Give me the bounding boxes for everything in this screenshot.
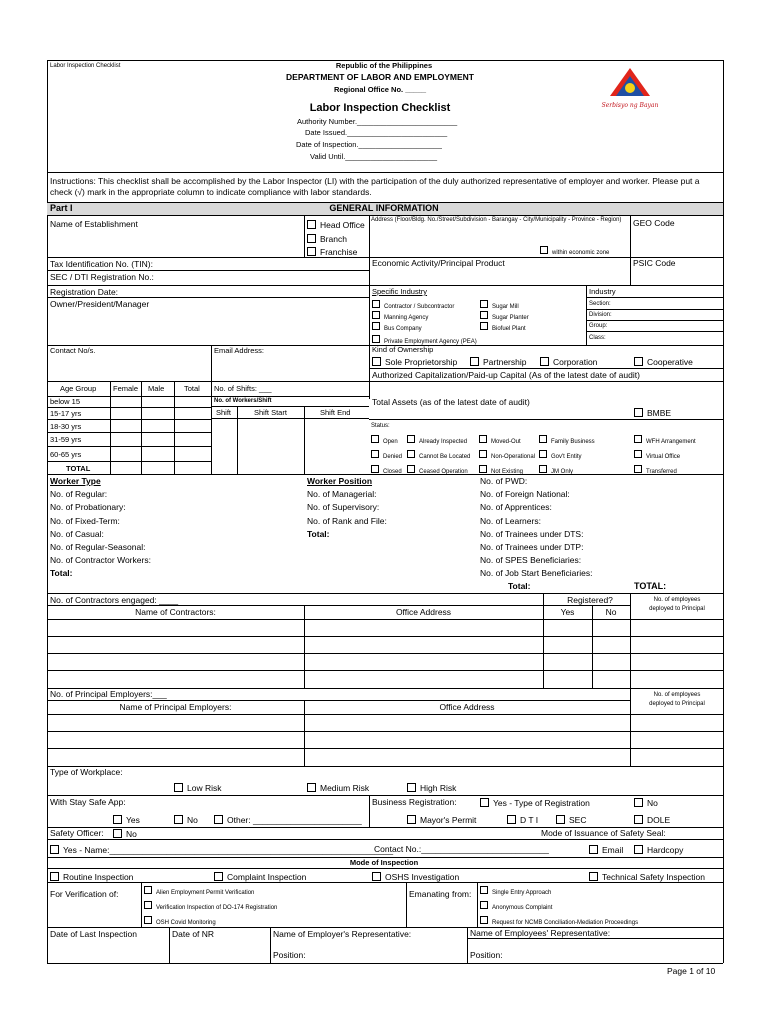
technical-safety-option[interactable]: Technical Safety Inspection: [589, 872, 705, 882]
status-govt-entity[interactable]: Gov't Entity: [539, 450, 582, 460]
complaint-inspection-option[interactable]: Complaint Inspection: [214, 872, 306, 882]
principal-name-header: Name of Principal Employers:: [119, 702, 232, 712]
female-header: Female: [113, 384, 139, 393]
principal-count: No. of Principal Employers:___: [50, 689, 167, 699]
regular-seasonal-field: No. of Regular-Seasonal:: [50, 542, 146, 552]
establishment-name-label: Name of Establishment: [50, 219, 138, 229]
age-row-3: 31-59 yrs: [50, 435, 82, 444]
casual-field: No. of Casual:: [50, 529, 104, 539]
dts-field: No. of Trainees under DTS:: [480, 529, 584, 539]
registration-date-label: Registration Date:: [50, 287, 119, 297]
status-denied[interactable]: Denied: [371, 450, 402, 460]
stay-safe-label: With Stay Safe App:: [50, 797, 126, 807]
manning-option[interactable]: Manning Agency: [372, 311, 428, 321]
probationary-field: No. of Probationary:: [50, 502, 126, 512]
psic-code-label: PSIC Code: [633, 258, 676, 268]
dole-option[interactable]: DOLE: [634, 815, 670, 825]
workers-per-shift: No. of Workers/Shift: [214, 398, 272, 404]
instructions-line2: check (√) mark in the appropriate column to indicate compliance with labor standards.: [50, 187, 372, 197]
ownership-label: Kind of Ownership: [372, 345, 434, 354]
safety-officer-yes-name[interactable]: Yes - Name:____________________________________________________________: [50, 845, 393, 855]
status-jm-only[interactable]: JM Only: [539, 465, 573, 475]
sec-dti-label: SEC / DTI Registration No.:: [50, 272, 154, 282]
status-open[interactable]: Open: [371, 435, 398, 445]
assets-label: Total Assets (as of the latest date of audit): [372, 397, 530, 407]
contractor-name-header: Name of Contractors:: [135, 607, 216, 617]
contractor-office-header: Office Address: [395, 607, 452, 617]
age-row-2: 18-30 yrs: [50, 422, 82, 431]
workplace-type-label: Type of Workplace:: [50, 767, 123, 777]
section-field: Section:: [589, 301, 611, 307]
managerial-field: No. of Managerial:: [307, 489, 377, 499]
part-label: Part I: [50, 203, 73, 213]
head-office-option[interactable]: Head Office: [307, 220, 365, 230]
date-of-inspection: Date of Inspection.____________________: [296, 140, 442, 149]
status-transferred[interactable]: Transferred: [634, 465, 677, 475]
principal-office-header: Office Address: [439, 702, 495, 712]
medium-risk-option[interactable]: Medium Risk: [307, 783, 369, 793]
age-row-1: 15-17 yrs: [50, 409, 82, 418]
group-field: Group:: [589, 323, 608, 329]
safety-officer-no[interactable]: No: [113, 829, 137, 839]
contractor-option[interactable]: Contractor / Subcontractor: [372, 300, 454, 310]
bmbe-option[interactable]: BMBE: [634, 408, 671, 418]
franchise-option[interactable]: Franchise: [307, 247, 357, 257]
oshs-investigation-option[interactable]: OSHS Investigation: [372, 872, 459, 882]
ncmb-request-option[interactable]: Request for NCMB Conciliation-Mediation Proceedings: [480, 916, 638, 926]
email-label: Email Address:: [214, 346, 265, 355]
contact-label: Contact No/s.: [50, 346, 96, 355]
pwd-field: No. of PWD:: [480, 476, 528, 486]
owner-label: Owner/President/Manager: [50, 299, 150, 309]
dti-option[interactable]: D T I: [507, 815, 538, 825]
status-non-operational[interactable]: Non-Operational: [479, 450, 535, 460]
male-header: Male: [148, 384, 165, 393]
regular-field: No. of Regular:: [50, 489, 108, 499]
worker-type-header: Worker Type: [50, 476, 101, 486]
department-label: DEPARTMENT OF LABOR AND EMPLOYMENT: [286, 72, 474, 82]
status-family-business[interactable]: Family Business: [539, 435, 595, 445]
grand-total: TOTAL:: [634, 581, 667, 591]
status-already-inspected[interactable]: Already Inspected: [407, 435, 467, 445]
page-number: Page 1 of 10: [667, 966, 716, 976]
business-registration-label: Business Registration:: [372, 797, 457, 807]
stay-safe-other[interactable]: Other: _______________________: [214, 815, 362, 825]
learners-field: No. of Learners:: [480, 516, 541, 526]
address-label: Address (Floor/Bldg. No./Street/Subdivision - Barangay - City/Municipality - Province - Region): [371, 217, 622, 223]
sugar-planter-option[interactable]: Sugar Planter: [480, 311, 529, 321]
valid-until: Valid Until.______________________: [310, 152, 438, 161]
foreign-field: No. of Foreign National:: [480, 489, 570, 499]
employer-representative: Name of Employer's Representative:: [273, 929, 412, 939]
contractors-engaged: No. of Contractors engaged: ____: [50, 595, 179, 605]
covid-monitoring-option[interactable]: OSH Covid Monitoring: [144, 916, 216, 926]
shifts-count: No. of Shifts: ___: [214, 384, 272, 393]
supervisory-field: No. of Supervisory:: [307, 502, 380, 512]
shift-header: Shift: [216, 408, 232, 417]
other-total: Total:: [508, 581, 531, 591]
employee-position: Position:: [470, 950, 503, 960]
spes-field: No. of SPES Beneficiaries:: [480, 555, 582, 565]
class-field: Class:: [589, 335, 606, 341]
do174-verification-option[interactable]: Verification Inspection of DO-174 Registration: [144, 901, 277, 911]
status-closed[interactable]: Closed: [371, 465, 402, 475]
status-moved-out[interactable]: Moved-Out: [479, 435, 521, 445]
bus-company-option[interactable]: Bus Company: [372, 322, 422, 332]
specific-industry-label: Specific Industry: [372, 287, 428, 296]
rank-file-field: No. of Rank and File:: [307, 516, 387, 526]
shift-end-header: Shift End: [320, 408, 351, 417]
division-field: Division:: [589, 312, 612, 318]
safety-officer-label: Safety Officer:: [50, 828, 104, 838]
age-group-header: Age Group: [60, 384, 97, 393]
age-row-0: below 15: [50, 397, 81, 406]
aep-verification-option[interactable]: Alien Employment Permit Verification: [144, 886, 254, 896]
principal-deployed-header-2: deployed to Principal: [649, 701, 705, 707]
registered-yes-header: Yes: [560, 607, 575, 617]
apprentices-field: No. of Apprentices:: [480, 502, 552, 512]
fixed-term-field: No. of Fixed-Term:: [50, 516, 120, 526]
verification-label: For Verification of:: [50, 889, 119, 899]
principal-deployed-header: No. of employees: [653, 692, 701, 698]
cooperative-option[interactable]: Cooperative: [634, 357, 693, 367]
date-issued: Date Issued.________________________: [305, 128, 448, 137]
job-start-field: No. of Job Start Beneficiaries:: [480, 568, 593, 578]
total-header: Total: [184, 384, 200, 393]
employer-position: Position:: [273, 950, 306, 960]
registered-header: Registered?: [567, 595, 613, 605]
partnership-option[interactable]: Partnership: [470, 357, 526, 367]
low-risk-option[interactable]: Low Risk: [174, 783, 221, 793]
dole-logo: [600, 66, 660, 112]
seat-option[interactable]: Single Entry Approach: [480, 886, 551, 896]
age-row-4: 60-65 yrs: [50, 450, 82, 459]
deployed-header: No. of employees: [653, 597, 701, 603]
worker-type-total: Total:: [50, 568, 73, 578]
worker-position-header: Worker Position: [307, 476, 373, 486]
emanating-label: Emanating from:: [409, 889, 472, 899]
status-ceased[interactable]: Ceased Operation: [407, 465, 468, 475]
worker-position-total: Total:: [307, 529, 330, 539]
biofuel-option[interactable]: Biofuel Plant: [480, 322, 526, 332]
instructions-line1: Instructions: This checklist shall be accomplished by the Labor Inspector (LI) with the participation of the duly authorized representative of employer and worker. Please put a: [50, 176, 700, 186]
seal-email-option[interactable]: Email: [589, 845, 623, 855]
registration-no[interactable]: No: [634, 798, 658, 808]
status-not-existing[interactable]: Not Existing: [479, 465, 523, 475]
status-label: Status:: [371, 423, 390, 429]
pea-option[interactable]: Private Employment Agency (PEA): [372, 335, 477, 345]
republic-label: Republic of the Philippines: [335, 61, 433, 70]
high-risk-option[interactable]: High Risk: [407, 783, 456, 793]
mayors-permit-option[interactable]: Mayor's Permit: [407, 815, 476, 825]
industry-label: Industry: [589, 287, 616, 296]
sec-option[interactable]: SEC: [556, 815, 586, 825]
stay-safe-yes[interactable]: Yes: [113, 815, 140, 825]
section-title: GENERAL INFORMATION: [329, 203, 439, 213]
anonymous-complaint-option[interactable]: Anonymous Complaint: [480, 901, 552, 911]
sugar-mill-option[interactable]: Sugar Mill: [480, 300, 519, 310]
routine-inspection-option[interactable]: Routine Inspection: [50, 872, 133, 882]
age-total: TOTAL: [66, 464, 91, 473]
status-cannot-locate[interactable]: Cannot Be Located: [407, 450, 470, 460]
last-inspection-date: Date of Last Inspection: [50, 929, 137, 939]
capital-label: Authorized Capitalization/Paid-up Capital (As of the latest date of audit): [372, 370, 640, 380]
corner-label: Labor Inspection Checklist: [50, 63, 121, 69]
authority-number: Authority Number.________________________: [297, 117, 458, 126]
stay-safe-no[interactable]: No: [174, 815, 198, 825]
registered-no-header: No: [605, 607, 617, 617]
svg-text:Serbisyo ng Bayan: Serbisyo ng Bayan: [601, 102, 659, 109]
safety-seal-mode-label: Mode of Issuance of Safety Seal:: [541, 828, 666, 838]
nr-date: Date of NR: [172, 929, 215, 939]
safety-officer-contact: Contact No.:___________________________: [374, 844, 549, 854]
economic-activity-label: Economic Activity/Principal Product: [372, 258, 505, 268]
employee-representative: Name of Employees' Representative:: [470, 928, 611, 938]
page-title: Labor Inspection Checklist: [309, 102, 451, 114]
mode-of-inspection-title: Mode of Inspection: [349, 858, 419, 867]
status-wfh[interactable]: WFH Arrangement: [634, 435, 696, 445]
registration-yes-type[interactable]: Yes - Type of Registration: [480, 798, 590, 808]
regional-office: Regional Office No. _____: [333, 85, 427, 94]
contractor-workers-field: No. of Contractor Workers:: [50, 555, 151, 565]
deployed-header-2: deployed to Principal: [649, 606, 705, 612]
status-virtual-office[interactable]: Virtual Office: [634, 450, 680, 460]
sole-proprietorship-option[interactable]: Sole Proprietorship: [372, 357, 457, 367]
geo-code-label: GEO Code: [633, 218, 675, 228]
dtp-field: No. of Trainees under DTP:: [480, 542, 584, 552]
tin-label: Tax Identification No. (TIN):: [50, 259, 153, 269]
shift-start-header: Shift Start: [254, 408, 287, 417]
corporation-option[interactable]: Corporation: [540, 357, 597, 367]
branch-option[interactable]: Branch: [307, 234, 347, 244]
seal-hardcopy-option[interactable]: Hardcopy: [634, 845, 683, 855]
within-zone-option[interactable]: within economic zone: [540, 246, 609, 256]
